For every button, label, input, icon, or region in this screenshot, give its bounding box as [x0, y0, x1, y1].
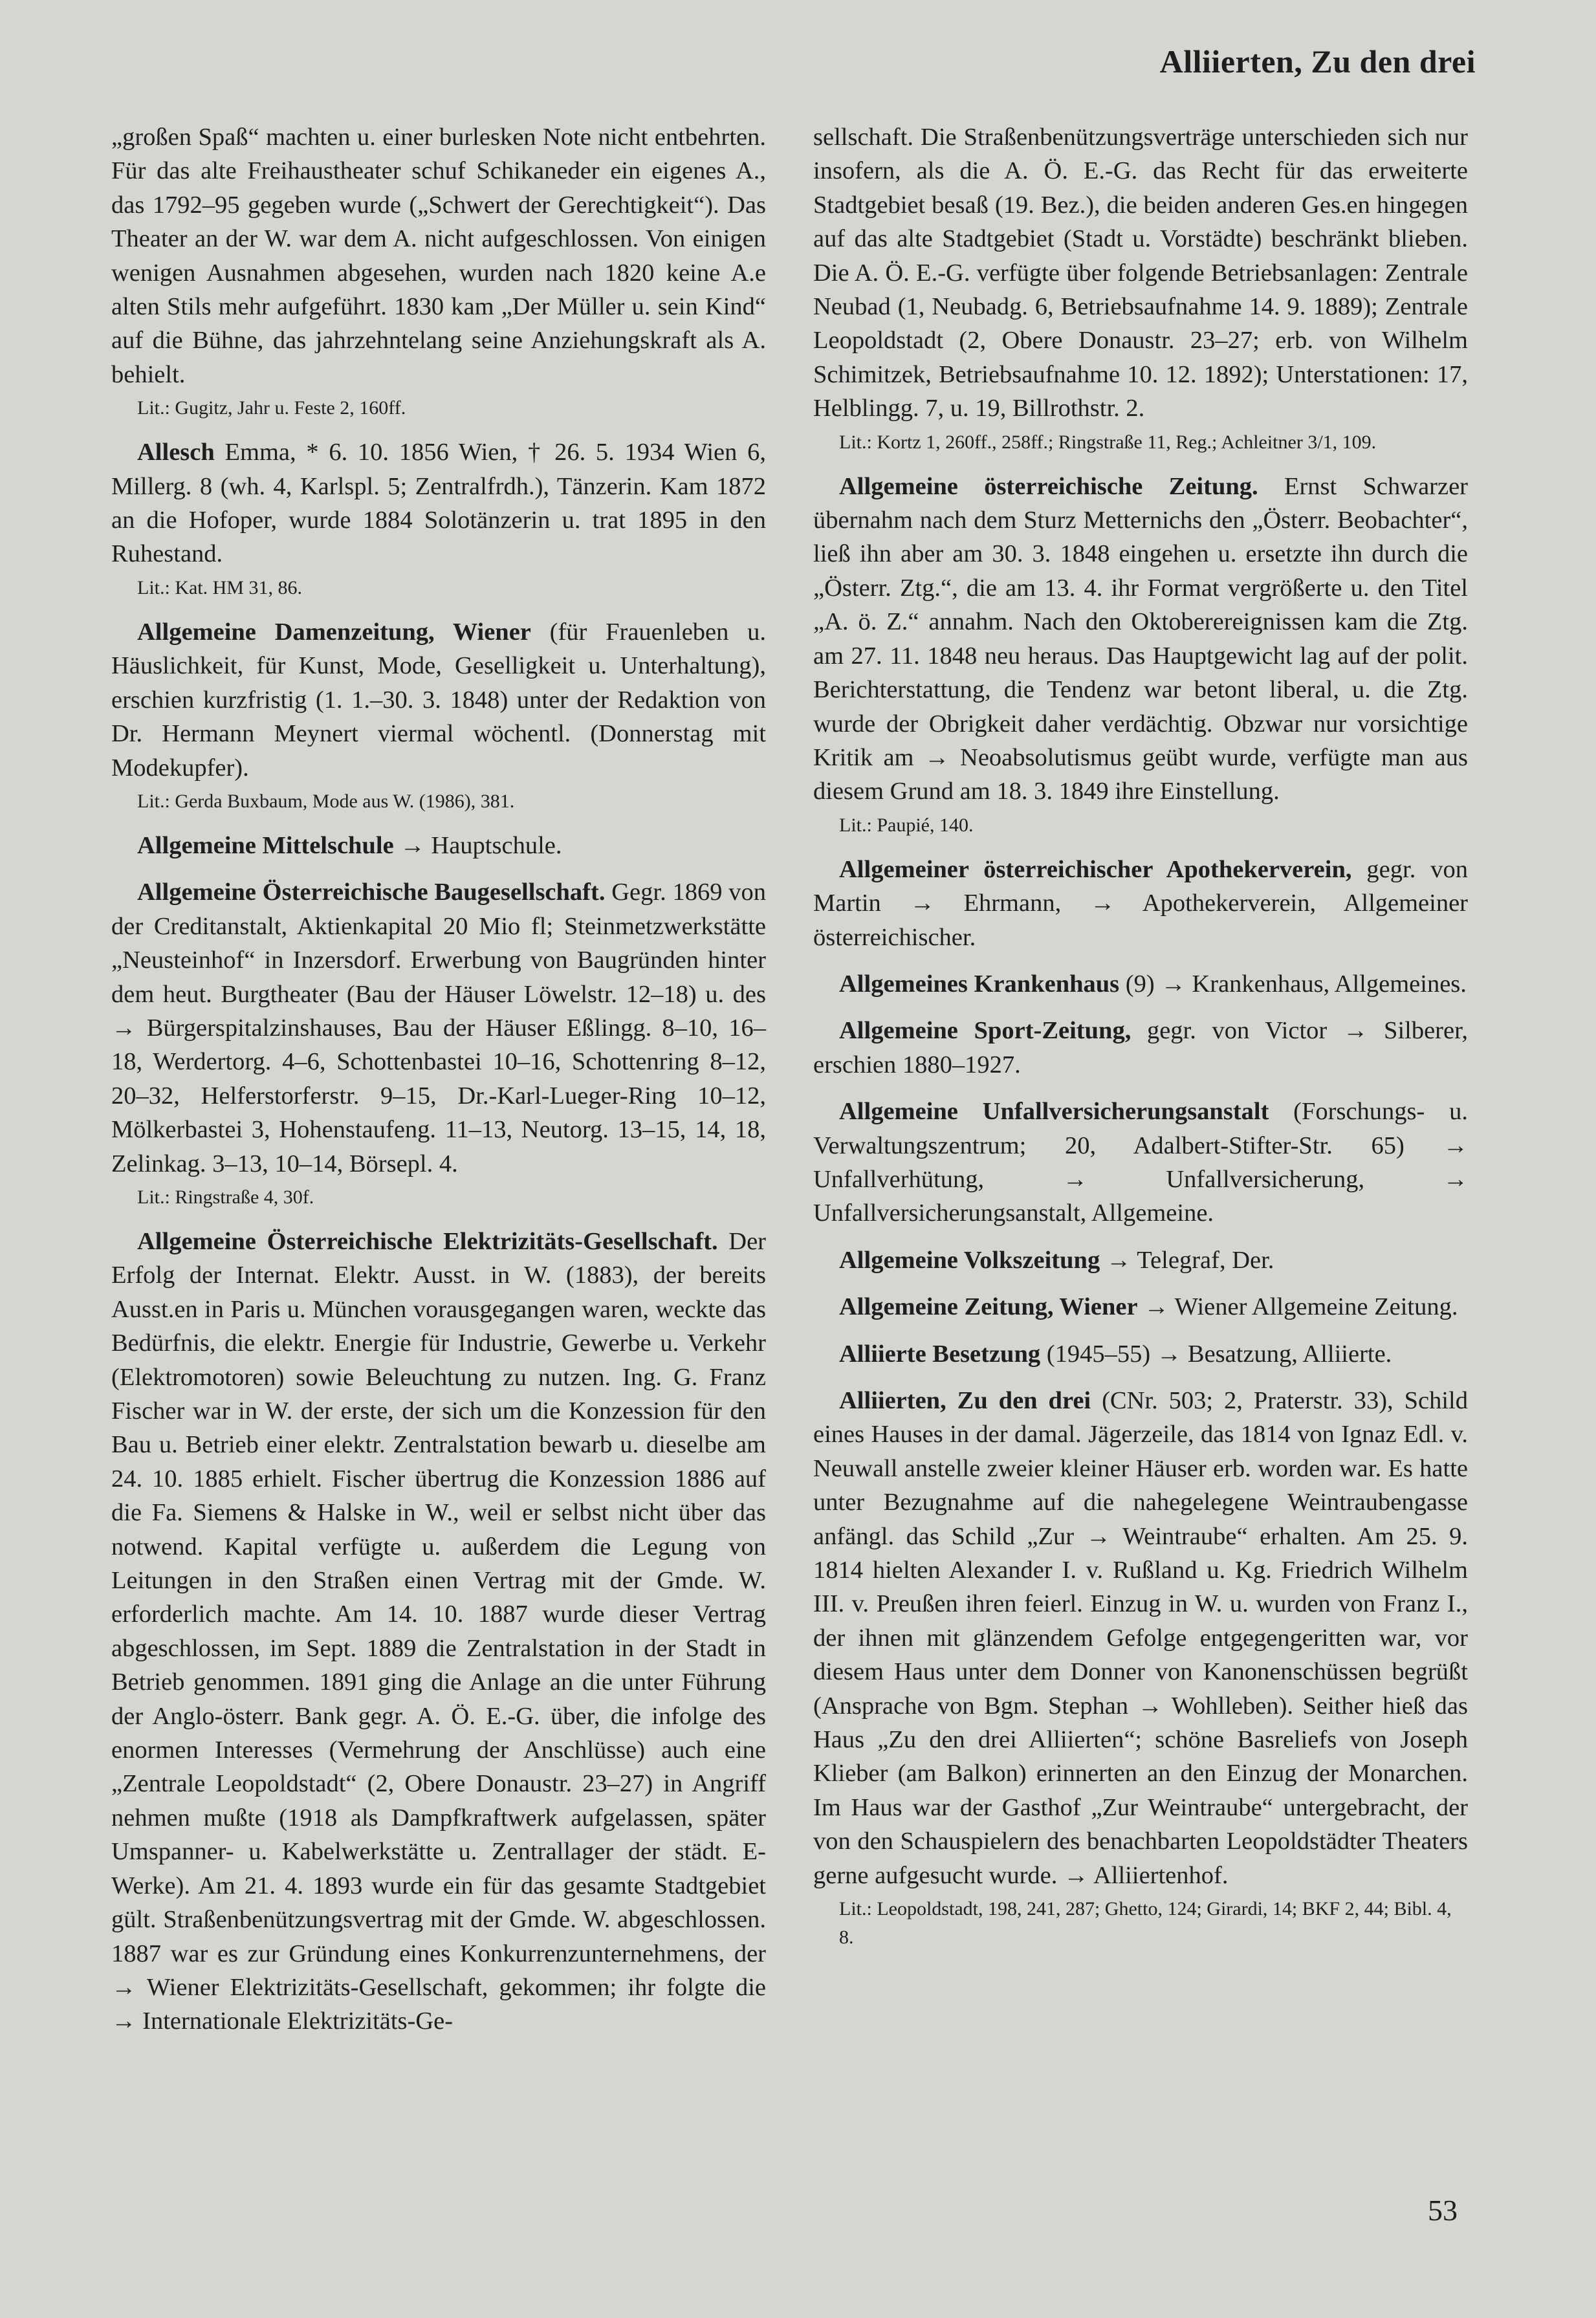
entry-lemma: Allgemeine Zeitung, Wiener: [839, 1293, 1138, 1321]
entry-text: Emma, * 6. 10. 1856 Wien, † 26. 5. 1934 Wien 6, Millerg. 8 (wh. 4, Karlspl. 5; Zentralfrdh.), Tänzerin. Kam 1872 an die Hofoper, wurde 1884 Solotänzerin u. trat 1895 in den Ruhestand.: [111, 439, 766, 568]
entry-allgemeine-zeitung: [813, 1290, 1468, 1324]
entry-baugesellschaft: [111, 875, 766, 1181]
entry-sport-zeitung: [813, 1014, 1468, 1082]
entry-krankenhaus: [813, 967, 1468, 1001]
entry-text: gegr. von Victor → Silberer, erschien 1880–1927.: [813, 1017, 1468, 1078]
entry-alliierte-besetzung: [813, 1337, 1468, 1371]
entry-lemma: Allgemeine österreichische Zeitung.: [839, 472, 1258, 500]
literature-note: Lit.: Kortz 1, 260ff., 258ff.; Ringstraße 11, Reg.; Achleitner 3/1, 109.: [839, 431, 1377, 453]
entry-lemma: Alliierten, Zu den drei: [839, 1387, 1091, 1414]
entry-lemma: Allgemeiner österreichischer Apothekerverein,: [839, 855, 1352, 883]
right-column: [813, 120, 1468, 1952]
entry-text: Gegr. 1869 von der Creditanstalt, Aktienkapital 20 Mio fl; Steinmetzwerkstätte „Neusteinhof“ in Inzersdorf. Erwerbung von Baugründen hinter dem heut. Burgtheater (Bau der Häuser Löwelstr. 12–18) u. des → Bürgerspitalzinshauses, Bau der Häuser Eßlingg. 8–10, 16–18, Werdertorg. 4–6, Schottenbastei 10–16, Schottenring 8–12, 20–32, Helferstorferstr. 9–15, Dr.-Karl-Lueger-Ring 10–12, Mölkerbastei 3, Hohenstaufeng. 11–13, Neutorg. 13–15, 14, 18, Zelinkag. 3–13, 10–14, Börsepl. 4.: [111, 879, 767, 1177]
entry-allesch: [111, 435, 766, 571]
entry-continuation: [111, 120, 766, 391]
entry-oesterreichische-zeitung: [813, 470, 1468, 809]
entry-lemma: Allgemeine Österreichische Elektrizitäts-Gesellschaft.: [137, 1227, 718, 1255]
entry-text: gegr. von Martin → Ehrmann, → Apothekerverein, Allgemeiner österreichischer.: [813, 855, 1468, 951]
entry-text: → Wiener Allgemeine Zeitung.: [1137, 1293, 1458, 1321]
entry-continuation: [813, 120, 1468, 426]
entry-text: (für Frauenleben u. Häuslichkeit, für Kunst, Mode, Geselligkeit u. Unterhaltung), erschien kurzfristig (1. 1.–30. 3. 1848) unter der Redaktion von Dr. Hermann Meynert viermal wöchentl. (Donnerstag mit Modekupfer).: [111, 618, 767, 782]
entry-text: (1945–55) → Besatzung, Alliierte.: [1040, 1340, 1392, 1368]
entry-damenzeitung: [111, 615, 766, 785]
entry-lemma: Allgemeine Unfallversicherungsanstalt: [839, 1098, 1269, 1126]
literature-note: Lit.: Gugitz, Jahr u. Feste 2, 160ff.: [137, 397, 406, 419]
entry-text: (9) → Krankenhaus, Allgemeines.: [1119, 970, 1467, 998]
entry-lemma: Allgemeine Österreichische Baugesellschaft.: [137, 879, 606, 906]
entry-text: „großen Spaß“ machten u. einer burlesken Note nicht entbehrten. Für das alte Freihaustheater schuf Schikaneder ein eigenes A., das 1792–95 gegeben wurde („Schwert der Gerechtigkeit“). Das Theater an der W. war dem A. nicht aufgeschlossen. Von einigen wenigen Ausnahmen abgesehen, wurden nach 1820 keine A.e alten Stils mehr aufgeführt. 1830 kam „Der Müller u. sein Kind“ auf die Bühne, das jahrzehntelang seine Anziehungskraft als A. behielt.: [111, 124, 766, 388]
running-head: Alliierten, Zu den drei: [1159, 43, 1476, 80]
entry-text: → Hauptschule.: [393, 831, 562, 859]
entry-lemma: Allgemeine Sport-Zeitung,: [839, 1017, 1131, 1045]
entry-lemma: Alliierte Besetzung: [839, 1340, 1041, 1368]
entry-unfallversicherungsanstalt: [813, 1095, 1468, 1230]
entry-lemma: Allgemeine Damenzeitung, Wiener: [137, 618, 531, 646]
literature-note: Lit.: Paupié, 140.: [839, 814, 974, 836]
entry-text: (CNr. 503; 2, Praterstr. 33), Schild eines Hauses in der damal. Jägerzeile, das 1814 von Ignaz Edl. v. Neuwall anstelle zweier kleiner Häuser erb. worden war. Es hatte unter Bezugnahme auf die nahegelegene Weintraubengasse anfängl. das Schild „Zur → Weintraube“ erhalten. Am 25. 9. 1814 hielten Alexander I. v. Rußland u. Kg. Friedrich Wilhelm III. v. Preußen ihren feierl. Einzug in W. u. wurden von Franz I., der ihnen mit glänzendem Gefolge entgegengeritten war, vor diesem Haus unter dem Donner von Kanonenschüssen begrüßt (Ansprache von Bgm. Stephan → Wohlleben). Seither hieß das Haus „Zu den drei Alliierten“; schöne Basreliefs von Joseph Klieber (am Balkon) erinnerten an den Einzug der Monarchen. Im Haus war der Gasthof „Zur Weintraube“ untergebracht, der von den Schauspielern des benachbarten Leopoldstädter Theaters gerne aufgesucht wurde. → Alliiertenhof.: [813, 1387, 1468, 1889]
entry-text: Der Erfolg der Internat. Elektr. Ausst. in W. (1883), der bereits Ausst.en in Paris u. München vorausgegangen waren, weckte das Bedürfnis, die elektr. Energie für Industrie, Gewerbe u. Verkehr (Elektromotoren) sowie Beleuchtung zu nutzen. Ing. G. Franz Fischer war in W. der erste, der sich um die Konzession für den Bau u. Betrieb einer elektr. Zentralstation bewarb u. dieselbe am 24. 10. 1885 erhielt. Fischer übertrug die Konzession 1886 auf die Fa. Siemens & Halske in W., weil er selbst nicht über das notwend. Kapital verfügte u. außerdem die Legung von Leitungen in den Straßen einen Vertrag mit der Gmde. W. erforderlich machte. Am 14. 10. 1887 wurde dieser Vertrag abgeschlossen, im Sept. 1889 die Zentralstation in der Stadt in Betrieb genommen. 1891 ging die Anlage an die unter Führung der Anglo-österr. Bank gegr. A. Ö. E.-G. über, die infolge des enormen Interesses (Vermehrung der Anschlüsse) auch eine „Zentrale Leopoldstadt“ (2, Obere Donaustr. 23–27) in Angriff nehmen mußte (1918 als Dampfkraftwerk aufgelassen, später Umspanner- u. Kabelwerkstätte u. Zentrallager der städt. E-Werke). Am 21. 4. 1893 wurde ein für das gesamte Stadtgebiet gült. Straßenbenützungsvertrag mit der Gmde. W. abgeschlossen. 1887 war es zur Gründung eines Konkurrenzunternehmens, der → Wiener Elektrizitäts-Gesellschaft, gekommen; ihr folgte die → Internationale Elektrizitäts-Ge-: [111, 1227, 766, 2035]
entry-alliierten-zu-den-drei: [813, 1384, 1468, 1892]
literature-note: Lit.: Ringstraße 4, 30f.: [137, 1186, 314, 1208]
page-number: 53: [1428, 2194, 1458, 2227]
entry-mittelschule: [111, 829, 766, 862]
entry-text: (Forschungs- u. Verwaltungszentrum; 20, Adalbert-Stifter-Str. 65) → Unfallverhütung, → Unfallversicherung, → Unfallversicherungsanstalt, Allgemeine.: [813, 1098, 1468, 1227]
entry-volkszeitung: [813, 1243, 1468, 1277]
entry-elektrizitaets-gesellschaft: [111, 1225, 766, 2039]
entry-lemma: Allesch: [137, 439, 215, 466]
entry-text: Ernst Schwarzer übernahm nach dem Sturz Metternichs den „Österr. Beobachter“, ließ ihn aber am 30. 3. 1848 eingehen u. ersetzte ihn durch die „Österr. Ztg.“, die am 13. 4. ihr Format vergrößerte u. den Titel „A. ö. Z.“ annahm. Nach den Oktoberereignissen kam die Ztg. am 27. 11. 1848 neu heraus. Das Hauptgewicht lag auf der polit. Berichterstattung, die Tendenz war betont liberal, u. die Ztg. wurde der Obrigkeit daher verdächtig. Obzwar nur vorsichtige Kritik am → Neoabsolutismus geübt wurde, verfügte man aus diesem Grund am 18. 3. 1849 ihre Einstellung.: [813, 472, 1468, 805]
literature-note: Lit.: Kat. HM 31, 86.: [137, 576, 302, 598]
entry-text: sellschaft. Die Straßenbenützungsverträge unterschieden sich nur insofern, als die A. Ö. E.-G. das Recht für das erweiterte Stadtgebiet besaß (19. Bez.), die beiden anderen Ges.en hingegen auf das alte Stadtgebiet (Stadt u. Vorstädte) beschränkt blieben. Die A. Ö. E.-G. verfügte über folgende Betriebsanlagen: Zentrale Neubad (1, Neubadg. 6, Betriebsaufnahme 14. 9. 1889); Zentrale Leopoldstadt (2, Obere Donaustr. 23–27; erb. von Wilhelm Schimitzek, Betriebsaufnahme 10. 12. 1892); Unterstationen: 17, Helblingg. 7, u. 19, Billrothstr. 2.: [813, 124, 1468, 422]
entry-lemma: Allgemeine Volkszeitung: [839, 1246, 1100, 1274]
literature-note: Lit.: Gerda Buxbaum, Mode aus W. (1986), 381.: [137, 790, 515, 812]
literature-note: Lit.: Leopoldstadt, 198, 241, 287; Ghetto, 124; Girardi, 14; BKF 2, 44; Bibl. 4, 8.: [839, 1898, 1452, 1949]
left-column: [111, 120, 766, 2039]
entry-lemma: Allgemeines Krankenhaus: [839, 970, 1120, 998]
entry-apothekerverein: [813, 853, 1468, 954]
entry-text: → Telegraf, Der.: [1100, 1246, 1274, 1274]
entry-lemma: Allgemeine Mittelschule: [137, 831, 394, 859]
